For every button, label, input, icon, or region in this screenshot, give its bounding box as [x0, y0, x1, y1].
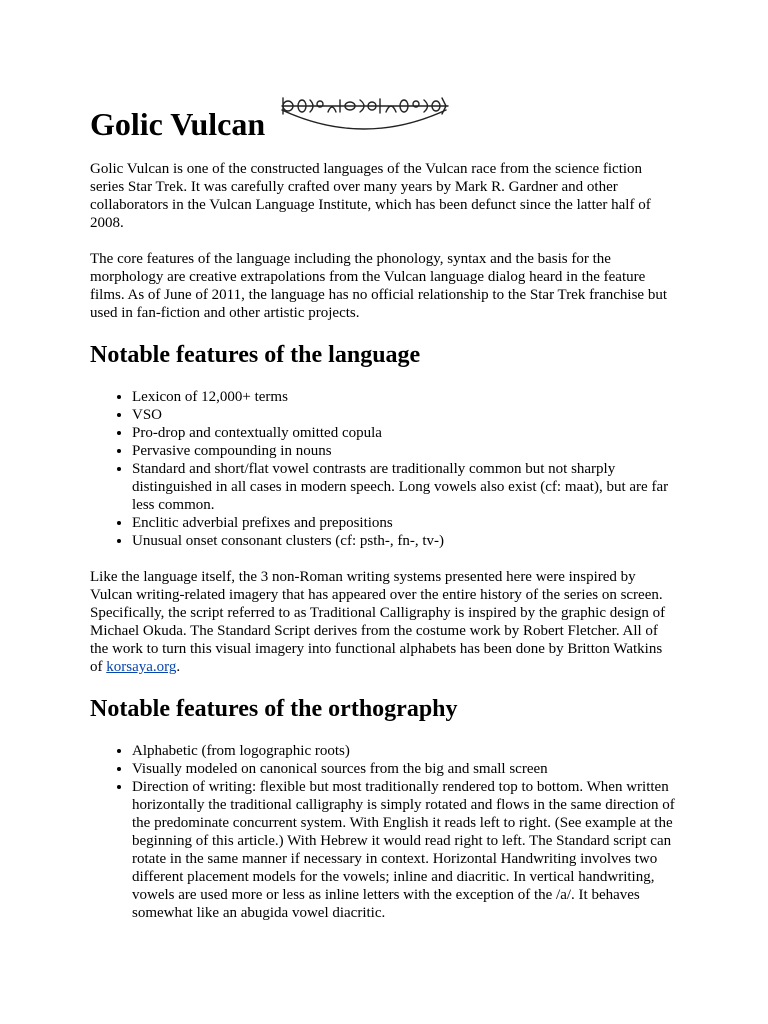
writing-systems-paragraph [90, 568, 678, 676]
writing-paragraph-text: Like the language itself, the 3 non-Roman writing systems presented here were inspired by Vulcan writing-related imagery that has appeared over the entire history of the series on screen. Specifically, the script referred to as Traditional Calligraphy is inspired by the graphic design of Michael Okuda. The Standard Script derives from the costume work by Robert Fletcher. All of the work to turn this visual imagery into functional alphabets has been done by Britton Watkins of [90, 569, 666, 675]
intro-paragraph-1: Golic Vulcan is one of the constructed languages of the Vulcan race from the science fiction series Star Trek. It was carefully crafted over many years by Mark R. Gardner and other collaborators in the Vulcan Language Institute, which has been defunct since the latter half of 2008. [90, 161, 651, 231]
language-features-heading: Notable features of the language [90, 342, 421, 368]
list-item: • Direction of writing: flexible but most traditionally rendered top to bottom. When written horizontally the traditional calligraphy is simply rotated and flows in the same direction of the predominate concurrent system. With English it reads left to right. (See example at the beginning of this article.) With Hebrew it would read right to left. The Standard script can rotate in the same manner if necessary in context. Horizontal Handwriting involves two different placement models for the vowels; inline and diacritic. In vertical handwriting, vowels are used more or less as inline letters with the exception of the /a/. It behaves somewhat like an abugida vowel diacritic. [132, 778, 678, 922]
writing-paragraph-end: . [176, 659, 181, 675]
list-item: • Enclitic adverbial prefixes and prepositions [132, 514, 678, 532]
list-item: • Unusual onset consonant clusters (cf: psth-, fn-, tv-) [132, 532, 678, 550]
list-item: • Visually modeled on canonical sources from the big and small screen [132, 760, 678, 778]
list-item: • Pro-drop and contextually omitted copula [132, 424, 678, 442]
article-body [90, 160, 678, 940]
page-title: Golic Vulcan [90, 106, 266, 142]
list-item: • Pervasive compounding in nouns [132, 442, 678, 460]
vulcan-calligraphy-script-icon [274, 88, 454, 144]
language-features-list [90, 388, 678, 550]
intro-paragraph-2: The core features of the language including the phonology, syntax and the basis for the morphology are creative extrapolations from the Vulcan language dialog heard in the feature films. As of June of 2011, the language has no official relationship to the Star Trek franchise but used in fan-fiction and other artistic projects. [90, 251, 667, 321]
title-row [90, 88, 690, 148]
korsaya-link[interactable]: korsaya.org [106, 659, 177, 675]
list-item: • Standard and short/flat vowel contrasts are traditionally common but not sharply distinguished in all cases in modern speech. Long vowels also exist (cf: maat), but are far less common. [132, 460, 678, 514]
list-item: • Lexicon of 12,000+ terms [132, 388, 678, 406]
list-item: • Alphabetic (from logographic roots) [132, 742, 678, 760]
list-item: • VSO [132, 406, 678, 424]
orthography-features-list [90, 742, 678, 922]
orthography-features-heading: Notable features of the orthography [90, 696, 458, 722]
